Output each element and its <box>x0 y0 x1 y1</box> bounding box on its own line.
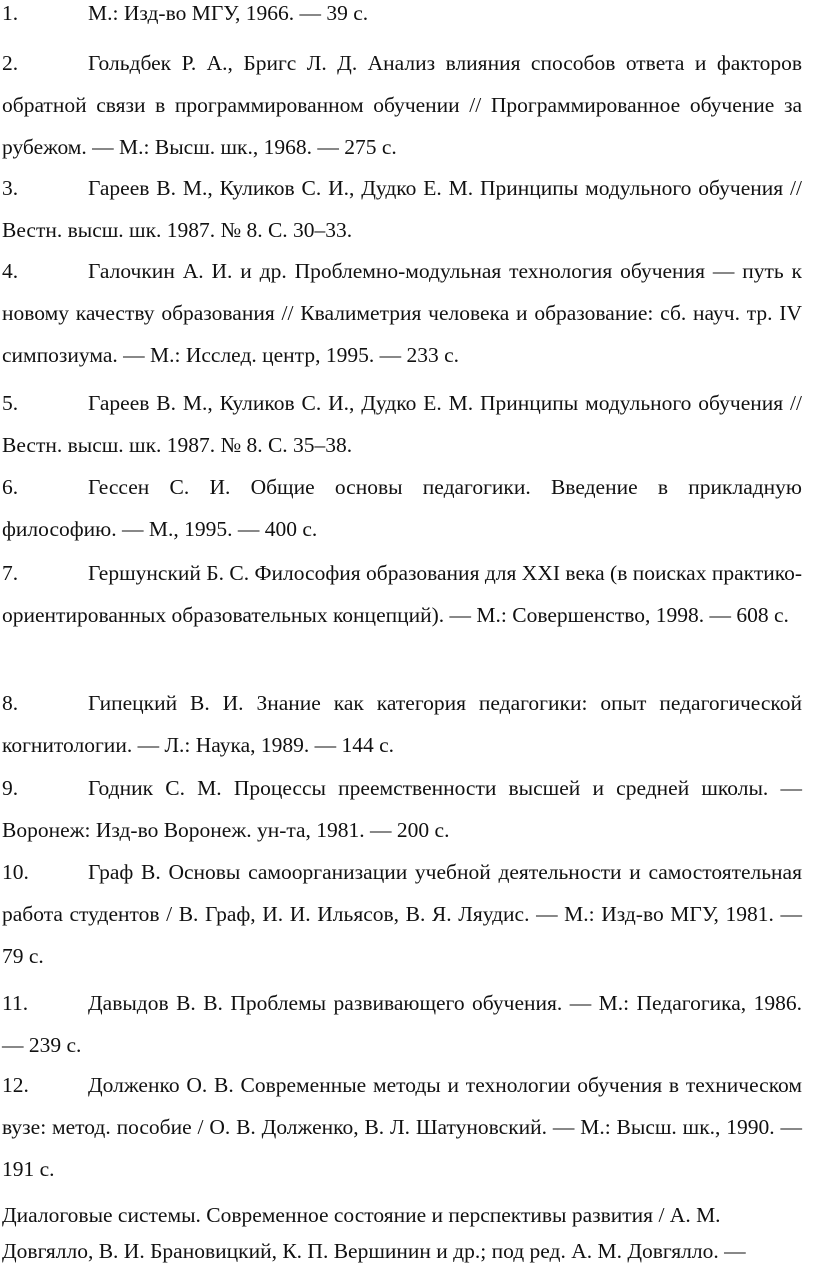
reference-number: 8. <box>2 691 19 715</box>
reference-number: 9. <box>2 776 19 800</box>
reference-item-7 <box>2 552 802 636</box>
reference-number: 10. <box>2 860 29 884</box>
reference-item-2 <box>2 42 802 168</box>
reference-item-11 <box>2 982 802 1066</box>
reference-text: Годник С. М. Процессы преемственности высшей и средней школы. — Воронеж: Изд-во Воронеж. ун-та, 1981. — 200 с. <box>2 776 802 842</box>
reference-number: 6. <box>2 475 19 499</box>
reference-text: Гареев В. М., Куликов С. И., Дудко Е. М. Принципы модульного обучения //Вестн. высш. шк. 1987. № 8. С. 35–38. <box>2 391 802 457</box>
reference-text: Гершунский Б. С. Философия образования для XXI века (в поисках практико-ориентированных образовательных концепций). — М.: Совершенство, 1998. — 608 с. <box>2 561 802 627</box>
reference-text: Гольдбек Р. А., Бригс Л. Д. Анализ влияния способов ответа и факторов обратной связи в программированном обучении // Программированное обучение за рубежом. — М.: Высш. шк., 1968. — 275 с. <box>2 51 802 159</box>
reference-item-8 <box>2 682 802 766</box>
reference-text: Галочкин А. И. и др. Проблемно-модульная технология обучения — путь к новому качеству образования // Квалиметрия человека и образование: сб. науч. тр. IV симпозиума. — М.: Исслед. центр, 1995. — 233 с. <box>2 259 802 367</box>
reference-text: Давыдов В. В. Проблемы развивающего обучения. — М.: Педагогика, 1986. — 239 с. <box>2 991 802 1057</box>
reference-item-5 <box>2 382 802 466</box>
reference-text: Гессен С. И. Общие основы педагогики. Введение в прикладную философию. — М., 1995. — 400 с. <box>2 475 802 541</box>
unnumbered-reference: Диалоговые системы. Современное состояние и перспективы развития / А. М. Довгялло, В. И. Брановицкий, К. П. Вершинин и др.; под ред. А. М. Довгялло. — <box>2 1203 746 1263</box>
reference-number: 4. <box>2 259 19 283</box>
reference-number: 2. <box>2 51 19 75</box>
reference-text: Долженко О. В. Современные методы и технологии обучения в техническом вузе: метод. пособие / О. В. Долженко, В. Л. Шатуновский. — М.: Высш. шк., 1990. — 191 с. <box>2 1073 802 1181</box>
reference-item-9 <box>2 767 802 851</box>
reference-item-3 <box>2 167 802 251</box>
reference-number: 7. <box>2 561 19 585</box>
reference-item-10 <box>2 851 802 977</box>
reference-number: 12. <box>2 1073 29 1097</box>
reference-item-6 <box>2 466 802 550</box>
reference-text: М.: Изд-во МГУ, 1966. — 39 с. <box>88 1 369 25</box>
reference-text: Гареев В. М., Куликов С. И., Дудко Е. М. Принципы модульного обучения //Вестн. высш. шк. 1987. № 8. С. 30–33. <box>2 176 802 242</box>
reference-text: Гипецкий В. И. Знание как категория педагогики: опыт педагогической когнитологии. — Л.: Наука, 1989. — 144 с. <box>2 691 802 757</box>
reference-item-1 <box>2 0 802 34</box>
reference-number: 3. <box>2 176 19 200</box>
reference-number: 5. <box>2 391 19 415</box>
reference-text: Граф В. Основы самоорганизации учебной деятельности и самостоятельная работа студентов / В. Граф, И. И. Ильясов, В. Я. Ляудис. — М.: Изд-во МГУ, 1981. — 79 с. <box>2 860 802 968</box>
reference-number: 11. <box>2 991 29 1015</box>
reference-item-4 <box>2 250 802 376</box>
reference-number: 1. <box>2 1 19 25</box>
reference-item-12 <box>2 1064 802 1190</box>
